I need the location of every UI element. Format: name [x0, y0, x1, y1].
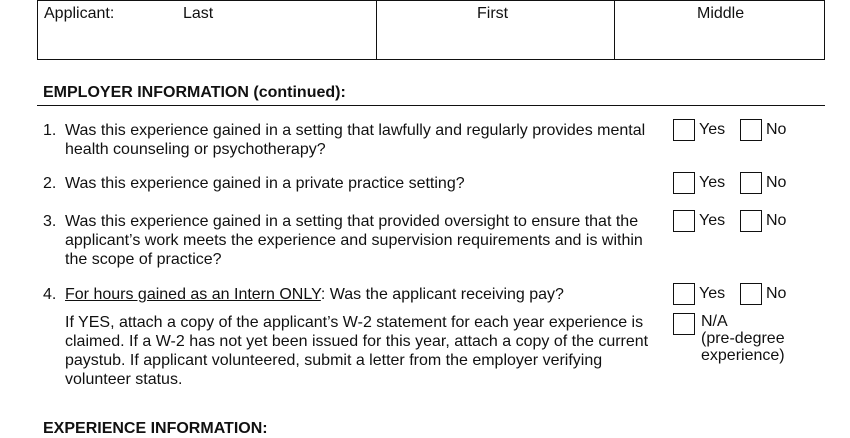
no-label: No	[766, 285, 787, 302]
question-number: 3.	[43, 213, 57, 230]
applicant-name-table	[37, 0, 825, 60]
experience-section-title: EXPERIENCE INFORMATION:	[43, 420, 268, 437]
question-text: Was this experience gained in a setting that lawfully and regularly provides mental health counseling or psychotherapy?	[65, 122, 646, 158]
q2-yes-option[interactable]	[673, 172, 725, 194]
question-4-followup	[43, 313, 663, 389]
first-name-label: First	[477, 5, 509, 22]
q3-no-checkbox[interactable]	[740, 210, 762, 232]
question-2	[43, 174, 663, 193]
question-number: 4.	[43, 286, 57, 303]
yes-label: Yes	[699, 285, 726, 302]
question-3	[43, 212, 663, 269]
question-text: Was this experience gained in a setting that provided oversight to ensure that the applicant’s work meets the experience and supervision requirements and is within the scope of practice?	[65, 213, 643, 268]
last-name-label: Last	[183, 5, 214, 22]
followup-text: If YES, attach a copy of the applicant’s W-2 statement for each year experience is claimed. If a W-2 has not yet been issued for this year, attach a copy of the current paystub. If applicant volunteered, submit a letter from the employer verifying volunteer status.	[65, 314, 649, 388]
yes-label: Yes	[699, 121, 726, 138]
q1-yes-option[interactable]	[673, 119, 725, 141]
yes-label: Yes	[699, 212, 726, 229]
q3-yes-checkbox[interactable]	[673, 210, 695, 232]
q4-na-checkbox[interactable]	[673, 313, 695, 335]
q1-no-checkbox[interactable]	[740, 119, 762, 141]
question-number: 1.	[43, 122, 57, 139]
q4-yes-checkbox[interactable]	[673, 283, 695, 305]
na-label: N/A	[701, 313, 728, 330]
middle-name-label: Middle	[697, 5, 745, 22]
question-text-rest: : Was the applicant receiving pay?	[320, 286, 564, 303]
q2-no-option[interactable]	[740, 172, 786, 194]
no-label: No	[766, 121, 787, 138]
no-label: No	[766, 212, 787, 229]
na-label-group	[701, 313, 821, 364]
q3-no-option[interactable]	[740, 210, 786, 232]
na-sub-label: (pre-degree experience)	[701, 330, 785, 364]
employer-section-title: EMPLOYER INFORMATION (continued):	[43, 84, 346, 101]
first-name-cell[interactable]	[376, 1, 614, 59]
q1-yes-checkbox[interactable]	[673, 119, 695, 141]
question-1	[43, 121, 663, 159]
last-name-cell[interactable]	[38, 1, 376, 59]
q2-yes-checkbox[interactable]	[673, 172, 695, 194]
section-divider	[37, 105, 825, 106]
middle-name-cell[interactable]	[614, 1, 824, 59]
question-text: Was this experience gained in a private practice setting?	[65, 175, 465, 192]
yes-label: Yes	[699, 174, 726, 191]
q3-yes-option[interactable]	[673, 210, 725, 232]
applicant-label: Applicant:	[44, 5, 115, 22]
no-label: No	[766, 174, 787, 191]
question-text	[65, 285, 663, 304]
question-4	[43, 285, 663, 304]
question-number: 2.	[43, 175, 57, 192]
q4-no-option[interactable]	[740, 283, 786, 305]
intern-only-emphasis: For hours gained as an Intern ONLY	[65, 286, 321, 303]
q4-no-checkbox[interactable]	[740, 283, 762, 305]
q4-yes-option[interactable]	[673, 283, 725, 305]
q2-no-checkbox[interactable]	[740, 172, 762, 194]
q1-no-option[interactable]	[740, 119, 786, 141]
